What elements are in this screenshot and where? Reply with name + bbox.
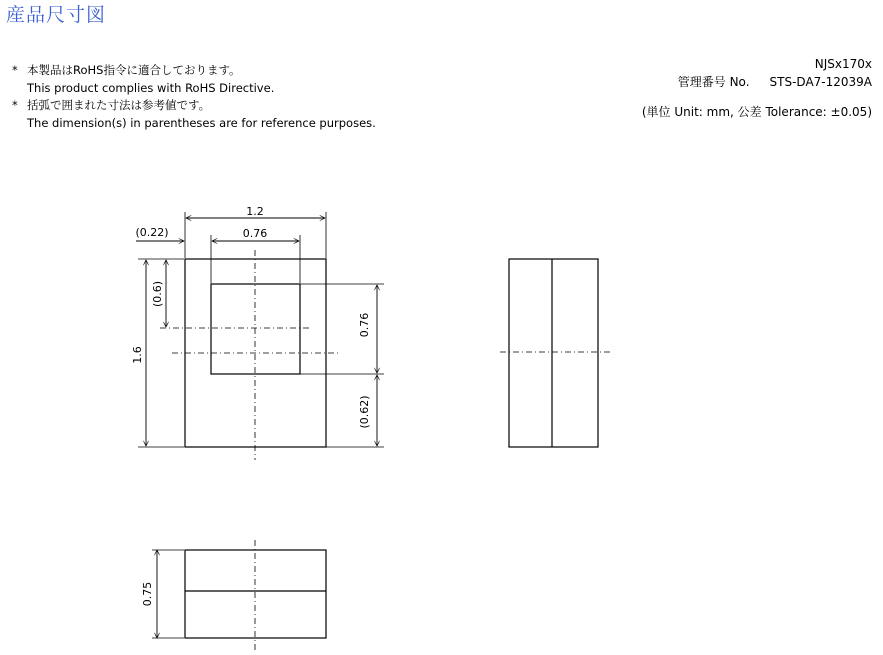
dim-inner-height-label: 0.76: [358, 312, 371, 338]
side-view-outline: [509, 259, 598, 447]
bottom-view-outline: [185, 550, 326, 638]
bullet-star: *: [12, 98, 18, 112]
extension-lines: [138, 212, 384, 447]
page-title: 産品尺寸図: [6, 4, 107, 26]
bottom-view: [185, 550, 326, 638]
side-view: [509, 259, 598, 447]
top-view-centerlines: [160, 250, 340, 460]
dim-bottom-offset-label: (0.62): [358, 395, 371, 429]
note-2-jp-text: 括弧で囲まれた寸法は参考値です。: [27, 98, 211, 112]
dim-left-offset-label: (0.22): [135, 226, 169, 239]
dim-height-label: 1.6: [131, 346, 144, 364]
note-2-en: The dimension(s) in parentheses are for reference purposes.: [27, 115, 376, 130]
part-number: NJSx170x: [814, 57, 872, 71]
dim-width-label: 1.2: [246, 205, 264, 218]
bullet-star: *: [12, 63, 18, 77]
note-1-en: This product complies with RoHS Directive.: [27, 80, 275, 95]
tolerance-note: (単位 Unit: mm, 公差 Tolerance: ±0.05): [641, 105, 872, 119]
note-1-jp-text: 本製品はRoHS指令に適合しております。: [27, 63, 241, 77]
dimension-lines: [136, 218, 377, 638]
dim-inner-width-label: 0.76: [242, 227, 268, 240]
top-view-pad: [211, 284, 300, 374]
dim-top-offset-label: (0.6): [151, 280, 164, 308]
control-label: 管理番号 No.: [677, 75, 750, 89]
dim-thickness-label: 0.75: [141, 581, 154, 607]
control-number: STS-DA7-12039A: [769, 75, 872, 89]
